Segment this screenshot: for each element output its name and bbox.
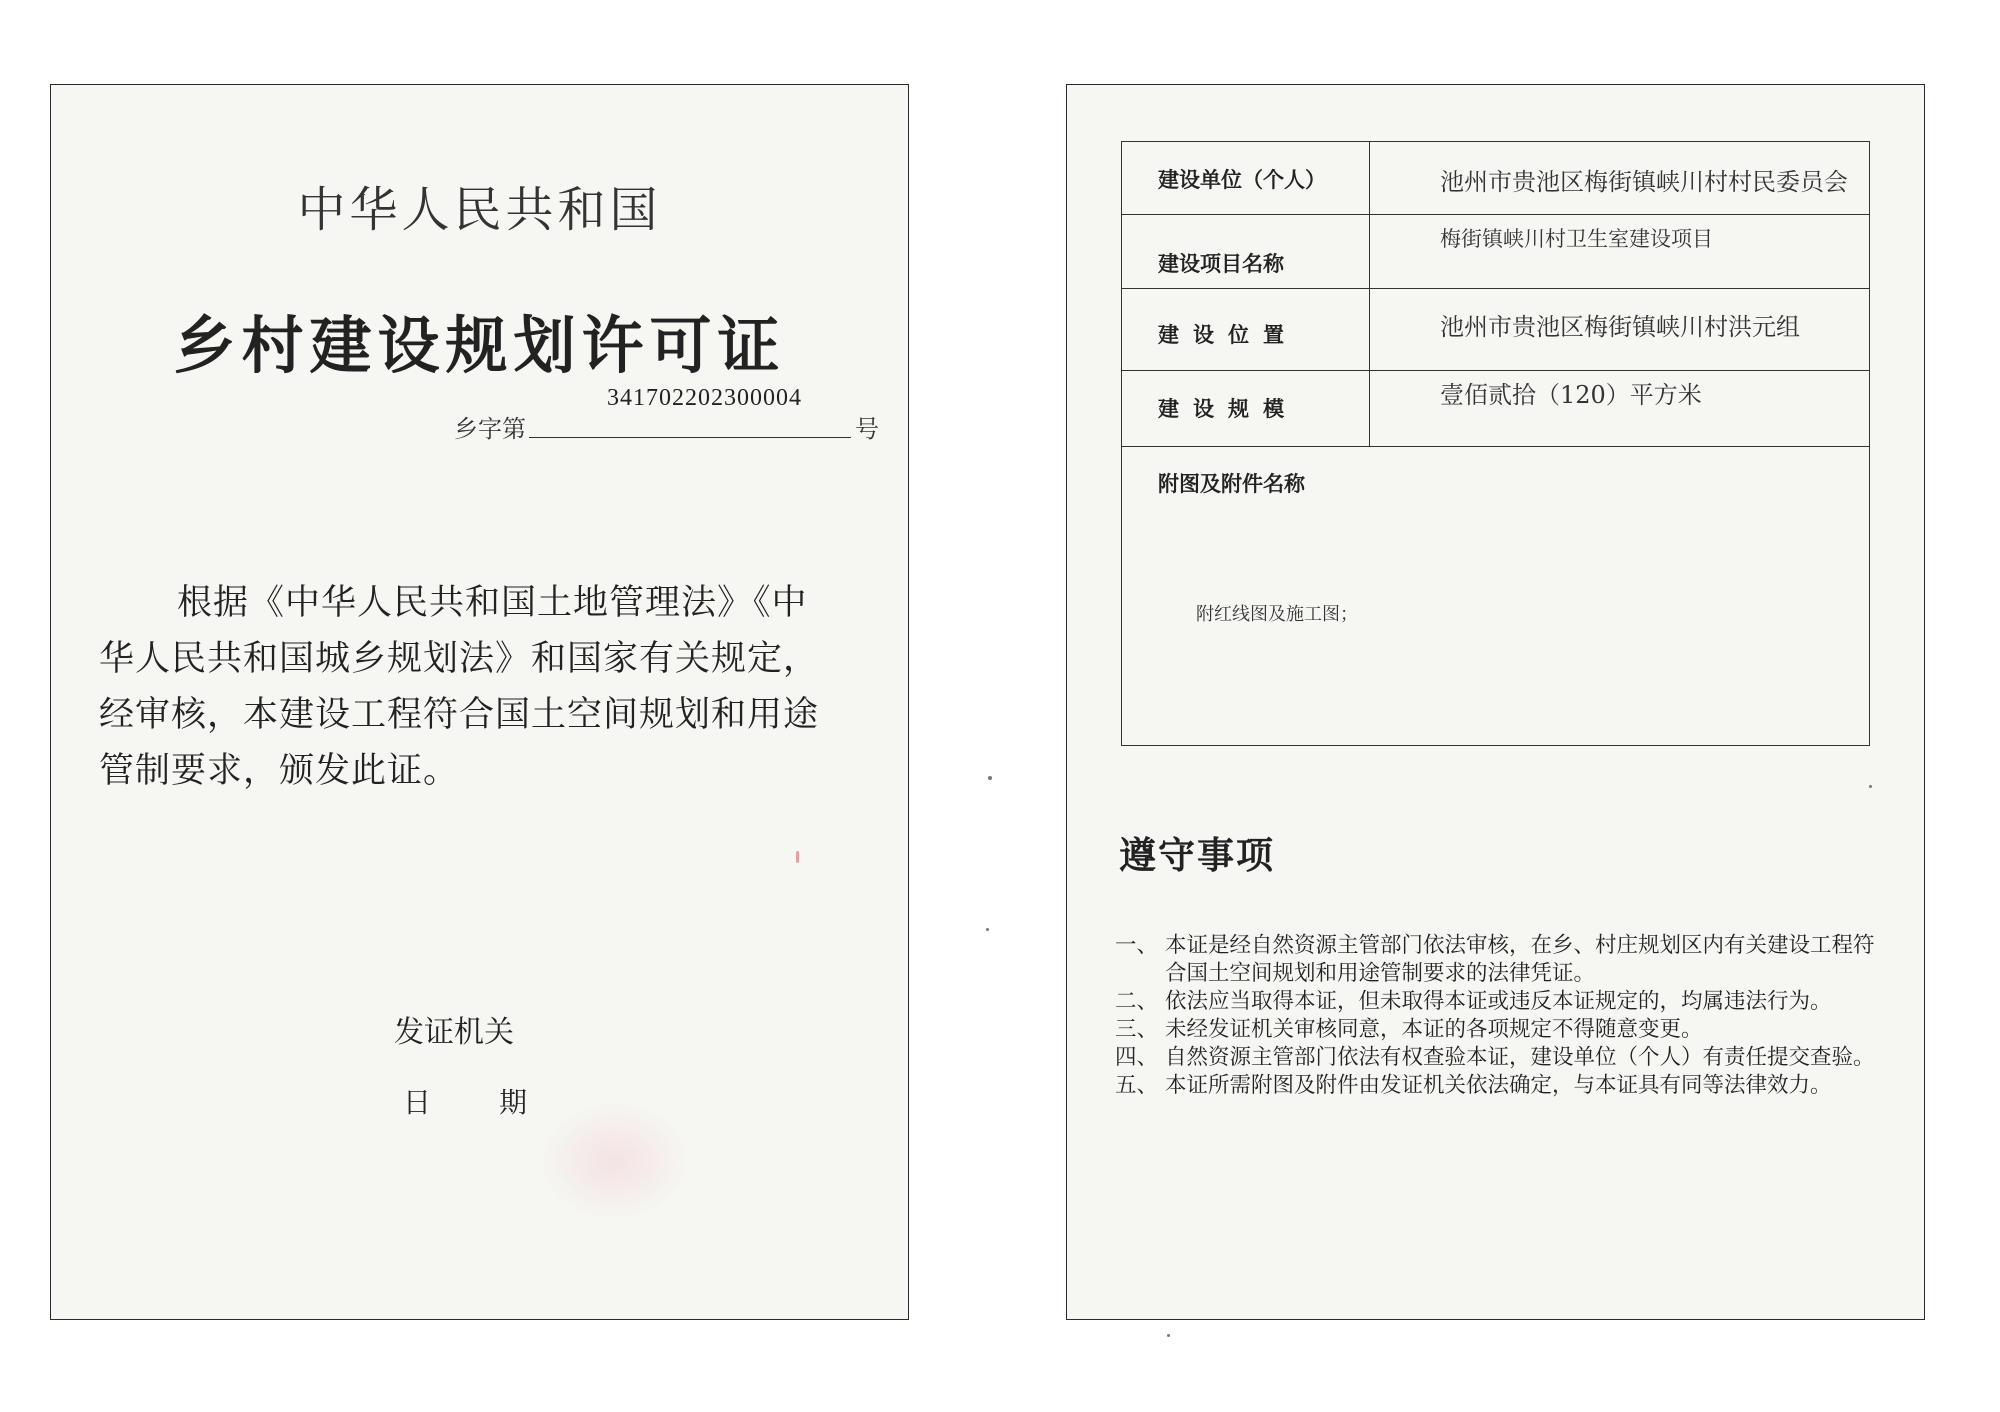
row-value-cell xyxy=(1370,371,1869,446)
scale-value: 壹佰贰拾（120）平方米 xyxy=(1440,381,1702,409)
note-number: 四、 xyxy=(1115,1045,1159,1070)
permit-title: 乡村建设规划许可证 xyxy=(173,309,786,382)
list-item xyxy=(1115,1072,1885,1100)
location-value: 池州市贵池区梅街镇峡川村洪元组 xyxy=(1440,313,1800,341)
faded-seal-mark xyxy=(539,1101,689,1221)
permit-details-page xyxy=(1066,84,1925,1320)
list-item xyxy=(1115,932,1885,988)
row-label-cell xyxy=(1122,289,1370,370)
scan-speck xyxy=(986,928,989,931)
permit-info-table xyxy=(1121,141,1870,746)
country-title: 中华人民共和国 xyxy=(297,182,662,238)
notes-list xyxy=(1115,932,1885,1100)
permit-cover-page xyxy=(50,84,909,1320)
table-row-scale xyxy=(1122,371,1869,447)
project-name-label: 建设项目名称 xyxy=(1158,252,1284,276)
note-number: 三、 xyxy=(1115,1017,1159,1042)
list-item xyxy=(1115,988,1885,1016)
table-row-location xyxy=(1122,289,1869,371)
attachments-label: 附图及附件名称 xyxy=(1158,472,1305,496)
permit-number-suffix: 号 xyxy=(855,415,879,443)
note-text: 依法应当取得本证，但未取得本证或违反本证规定的，均属违法行为。 xyxy=(1165,989,1832,1014)
statement-line: 经审核，本建设工程符合国土空间规划和用途 xyxy=(99,695,820,735)
row-label-cell xyxy=(1122,371,1370,446)
scale-label: 建设规模 xyxy=(1158,397,1298,421)
note-number: 一、 xyxy=(1115,933,1159,958)
note-text: 未经发证机关审核同意，本证的各项规定不得随意变更。 xyxy=(1165,1017,1703,1042)
note-text: 本证是经自然资源主管部门依法审核，在乡、村庄规划区内有关建设工程符合国土空间规划和用途管制要求的法律凭证。 xyxy=(1165,933,1875,986)
list-item xyxy=(1115,1016,1885,1044)
construction-unit-value: 池州市贵池区梅街镇峡川村村民委员会 xyxy=(1440,168,1848,196)
legal-statement xyxy=(99,575,861,799)
scan-speck xyxy=(1167,1334,1170,1337)
issue-date-label xyxy=(403,1081,535,1121)
permit-number: 341702202300004 xyxy=(607,385,802,411)
statement-line: 根据《中华人民共和国土地管理法》《中 xyxy=(177,583,808,623)
row-label-cell xyxy=(1122,142,1370,214)
note-number: 二、 xyxy=(1115,989,1159,1014)
date-label-second: 期 xyxy=(499,1086,536,1119)
statement-line: 管制要求，颁发此证。 xyxy=(99,751,460,791)
row-value-cell xyxy=(1370,142,1869,214)
permit-number-underline xyxy=(529,437,851,438)
table-row-project-name xyxy=(1122,215,1869,289)
note-text: 本证所需附图及附件由发证机关依法确定，与本证具有同等法律效力。 xyxy=(1165,1073,1832,1098)
permit-number-prefix: 乡字第 xyxy=(454,415,526,443)
row-value-cell xyxy=(1370,215,1869,288)
issuing-authority-label: 发证机关 xyxy=(394,1015,514,1050)
note-text: 自然资源主管部门依法有权查验本证，建设单位（个人）有责任提交查验。 xyxy=(1165,1045,1875,1070)
construction-unit-label: 建设单位（个人） xyxy=(1158,168,1326,192)
notes-title: 遵守事项 xyxy=(1119,834,1275,877)
table-row-construction-unit xyxy=(1122,142,1869,215)
list-item xyxy=(1115,1044,1885,1072)
scan-speck xyxy=(988,776,992,780)
row-value-cell xyxy=(1370,289,1869,370)
location-label: 建设位置 xyxy=(1158,323,1298,347)
attachments-value: 附红线图及施工图； xyxy=(1196,604,1358,625)
project-name-value: 梅街镇峡川村卫生室建设项目 xyxy=(1440,227,1713,251)
row-label-cell xyxy=(1122,215,1370,288)
date-label-first: 日 xyxy=(403,1086,440,1119)
note-number: 五、 xyxy=(1115,1073,1159,1098)
statement-line: 华人民共和国城乡规划法》和国家有关规定， xyxy=(99,639,820,679)
scan-speck xyxy=(1869,785,1872,788)
red-ink-mark xyxy=(796,851,799,863)
